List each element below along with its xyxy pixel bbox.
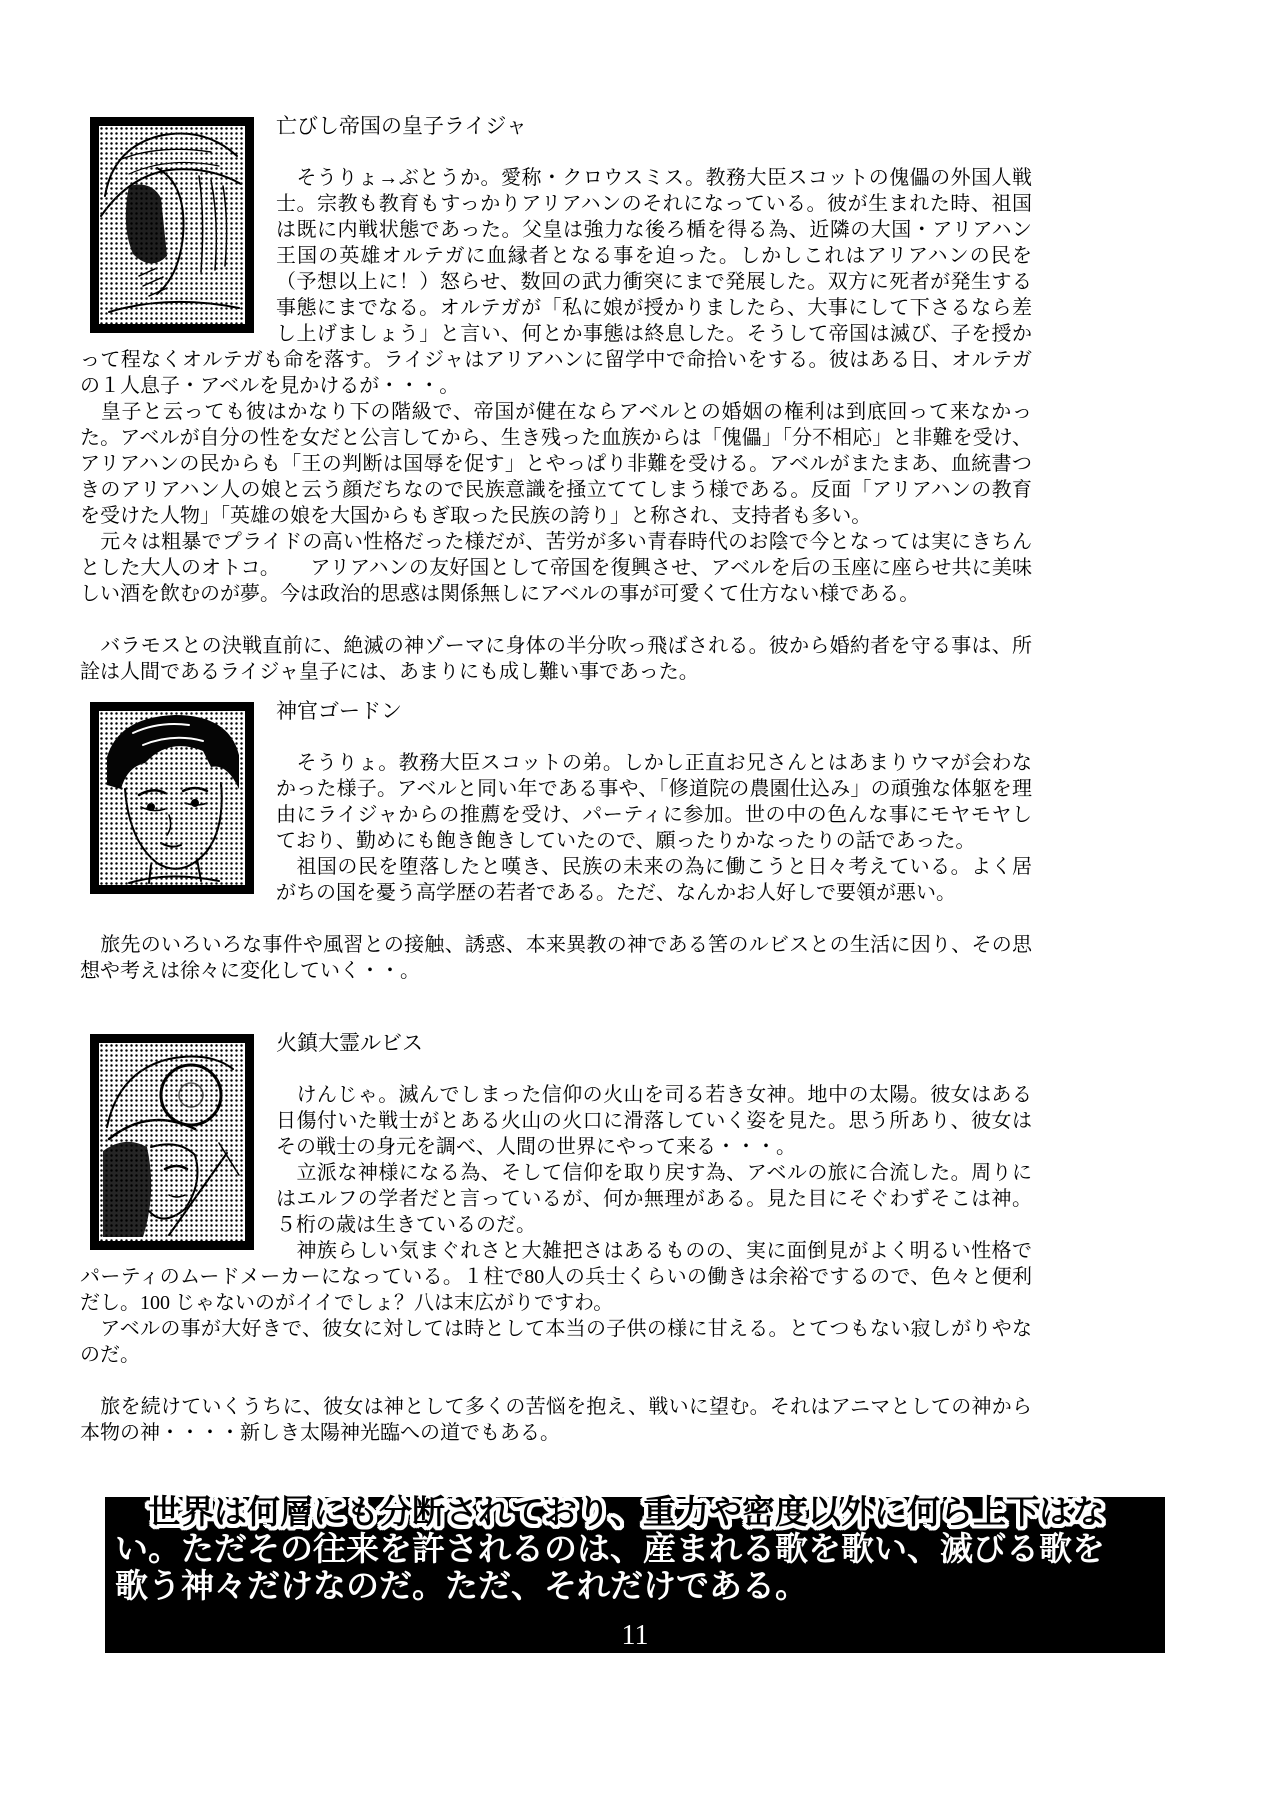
world-description-line: 歌う神々だけなのだ。ただ、それだけである。 [115, 1567, 808, 1604]
rubis-halftone-portrait [90, 1034, 254, 1250]
paragraph: そうりょ。教務大臣スコットの弟。しかし正直お兄さんとはあまりウマが会わなかった様子。アベルと同い年である事や、「修道院の農園仕込み」の頑強な体躯を理由にライジャからの推薦を受け、パーティに参加。世の中の色んな事にモヤモヤしており、勤めにも飽き飽きしていたので、願ったりかなったりの話であった。 [276, 752, 1032, 852]
paragraph: バラモスとの決戦直前に、絶滅の神ゾーマに身体の半分吹っ飛ばされる。彼から婚約者を守る事は、所詮は人間であるライジャ皇子には、あまりにも成し難い事であった。 [80, 635, 1032, 683]
gordon-line-art [99, 711, 245, 885]
paragraph: 立派な神様になる為、そして信仰を取り戻す為、アベルの旅に合流した。周りにはエルフの学者だと言っているが、何か無理がある。見た目にそぐわずそこは神。５桁の歳は生きているのだ。 [276, 1162, 1032, 1236]
character-section-raija [80, 113, 1032, 685]
section-heading-rubis: 火鎮大霊ルビス [276, 1031, 423, 1055]
paragraph: 元々は粗暴でプライドの高い性格だった様だが、苦労が多い青春時代のお陰で今となっては実にきちんとした大人のオトコ。 アリアハンの友好国として帝国を復興させ、アベルを后の玉座に座らせ共に美味しい酒を飲むのが夢。今は政治的思惑は関係無しにアベルの事が可愛くて仕方ない様である。 [80, 531, 1032, 605]
character-section-rubis [80, 1030, 1032, 1446]
world-description-box [105, 1493, 1165, 1653]
paragraph: そうりょ→ぶとうか。愛称・クロウスミス。教務大臣スコットの傀儡の外国人戦士。宗教も教育もすっかりアリアハンのそれになっている。彼が生まれた時、祖国は既に内戦状態であった。父皇は強力な後ろ楯を得る為、近隣の大国・アリアハン王国の英雄オルテガに血縁者となる事を迫った。しかしこれはアリアハンの民を（予想以上に！）怒らせ、数回の武力衝突にまで発展した。双方に死者が発生する事態にまでなる。オルテガが「私に娘が授かりましたら、大事にして下さるなら差し上げましょう」と言い、何とか事態は終息した。そうして帝国は滅び、子を授かって程なくオルテガも命を落す。ライジャはアリアハンに留学中で命拾いをする。彼はある日、オルテガの１人息子・アベルを見かけるが・・・。 [80, 167, 1032, 397]
world-description-line: い。ただその往来を許されるのは、産まれる歌を歌い、滅びる歌を [115, 1530, 1105, 1567]
section-heading-raija: 亡びし帝国の皇子ライジャ [276, 114, 527, 138]
paragraph: 神族らしい気まぐれさと大雑把さはあるものの、実に面倒見がよく明るい性格でパーティのムードメーカーになっている。１柱で80人の兵士くらいの働きは余裕でするので、色々と便利だし。100 じゃないのがイイでしょ？八は末広がりですわ。 [80, 1240, 1032, 1314]
world-description-line: 世界は何層にも分断されており、重力や密度以外に何ら上下はな [115, 1493, 1105, 1530]
character-section-gordon [80, 698, 1032, 984]
paragraph: 旅を続けていくうちに、彼女は神として多くの苦悩を抱え、戦いに望む。それはアニマとしての神から本物の神・・・・新しき太陽神光臨への道でもある。 [80, 1396, 1032, 1444]
raija-line-art [99, 126, 245, 324]
paragraph: 旅先のいろいろな事件や風習との接触、誘惑、本来異教の神である筈のルビスとの生活に因り、その思想や考えは徐々に変化していく・・。 [80, 934, 1032, 982]
page-number: 11 [621, 1620, 649, 1651]
section-heading-gordon: 神官ゴードン [276, 699, 402, 723]
gordon-halftone-portrait [90, 702, 254, 894]
paragraph: けんじゃ。滅んでしまった信仰の火山を司る若き女神。地中の太陽。彼女はある日傷付いた戦士がとある火山の火口に滑落していく姿を見た。思う所あり、彼女はその戦士の身元を調べ、人間の世界にやって来る・・・。 [276, 1084, 1032, 1158]
rubis-line-art [99, 1043, 245, 1241]
paragraph: 祖国の民を堕落したと嘆き、民族の未来の為に働こうと日々考えている。よく居がちの国を憂う高学歴の若者である。ただ、なんかお人好しで要領が悪い。 [276, 856, 1032, 904]
paragraph: アベルの事が大好きで、彼女に対しては時として本当の子供の様に甘える。とてつもない寂しがりやなのだ。 [80, 1318, 1032, 1366]
paragraph: 皇子と云っても彼はかなり下の階級で、帝国が健在ならアベルとの婚姻の権利は到底回って来なかった。アベルが自分の性を女だと公言してから、生き残った血族からは「傀儡」「分不相応」と非難を受け、アリアハンの民からも「王の判断は国辱を促す」とやっぱり非難を受ける。アベルがまたまあ、血統書つきのアリアハン人の娘と云う顔だちなので民族意識を掻立ててしまう様である。反面「アリアハンの教育を受けた人物」「英雄の娘を大国からもぎ取った民族の誇り」と称され、支持者も多い。 [80, 401, 1032, 527]
raija-halftone-portrait [90, 117, 254, 333]
